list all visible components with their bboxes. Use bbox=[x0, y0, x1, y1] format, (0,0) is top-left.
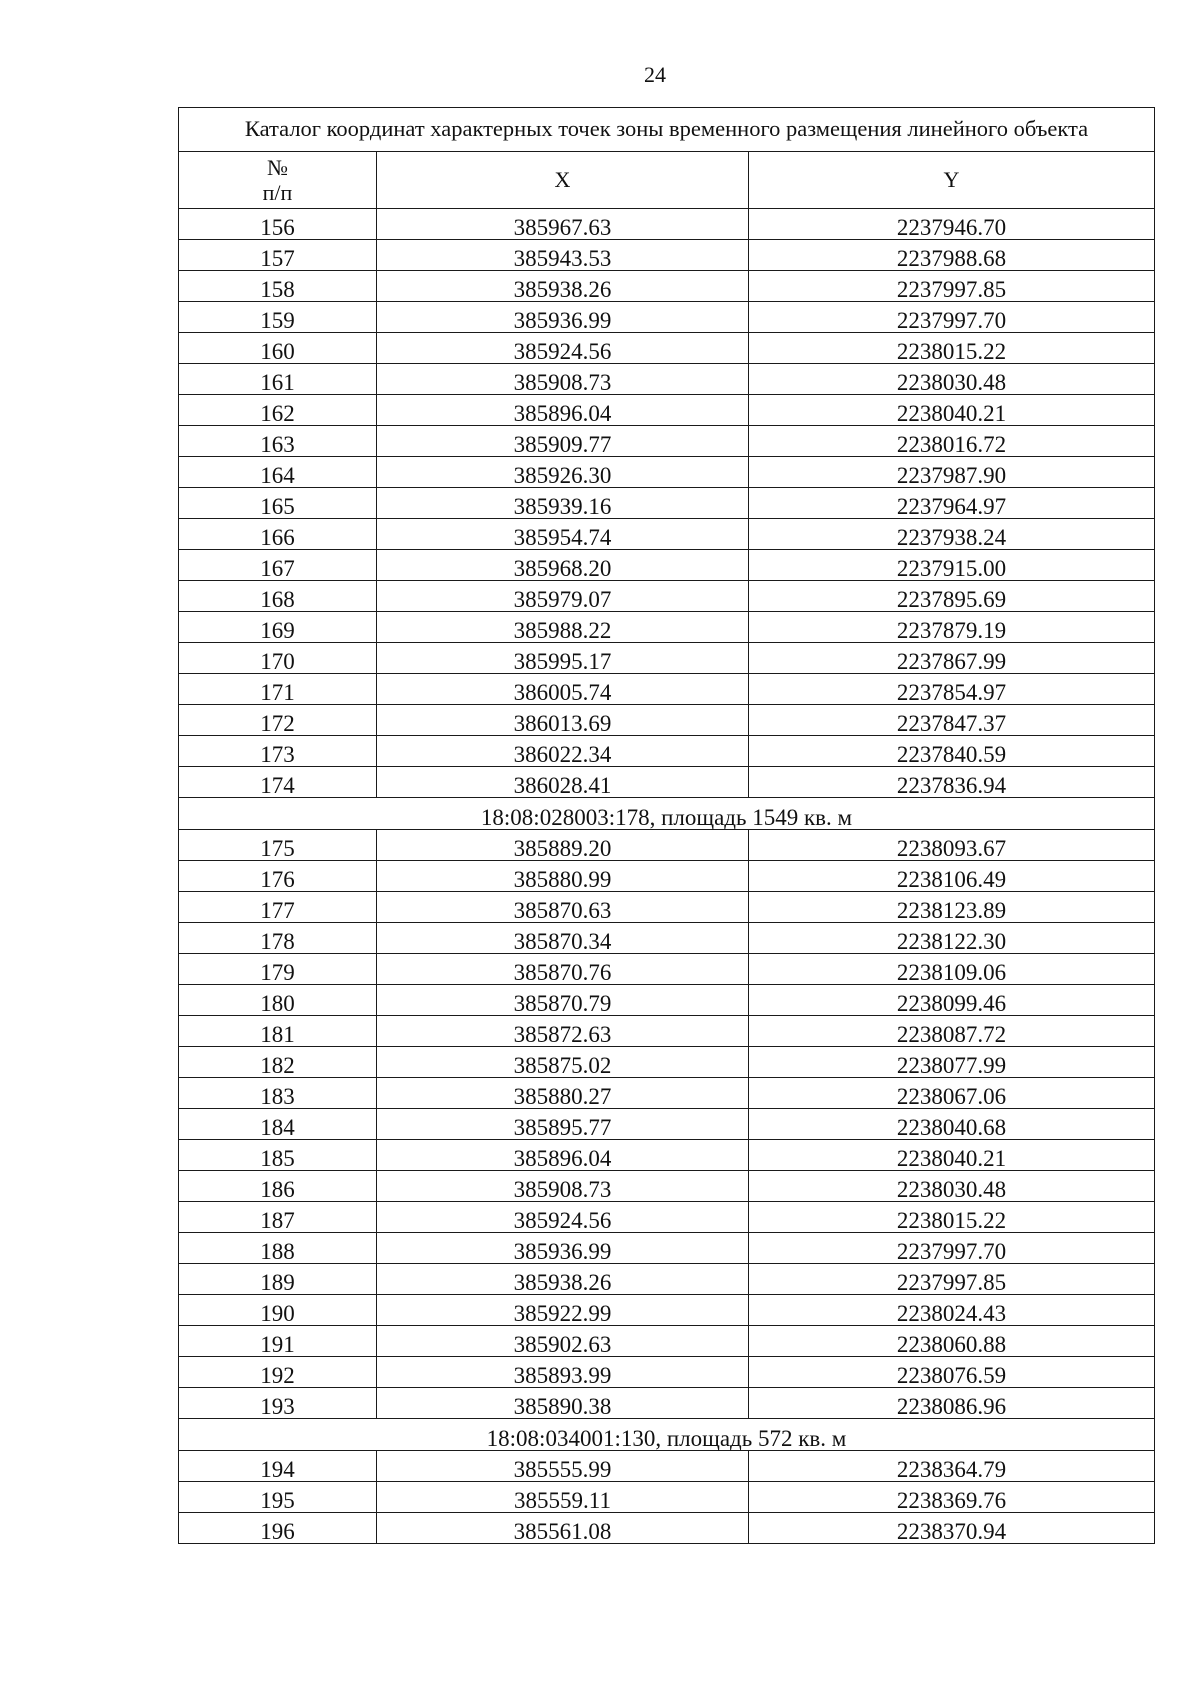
cell-number: 160 bbox=[179, 333, 377, 364]
table-row bbox=[179, 1109, 1155, 1140]
table-row bbox=[179, 612, 1155, 643]
cell-x: 385870.79 bbox=[377, 985, 749, 1016]
table-row bbox=[179, 488, 1155, 519]
cell-x: 385870.63 bbox=[377, 892, 749, 923]
table-row bbox=[179, 1078, 1155, 1109]
table-row bbox=[179, 954, 1155, 985]
cell-y: 2237988.68 bbox=[749, 240, 1155, 271]
cell-x: 385561.08 bbox=[377, 1513, 749, 1544]
table-row bbox=[179, 1513, 1155, 1544]
table-row bbox=[179, 1357, 1155, 1388]
cell-y: 2237915.00 bbox=[749, 550, 1155, 581]
cell-number: 174 bbox=[179, 767, 377, 798]
cell-number: 183 bbox=[179, 1078, 377, 1109]
cell-number: 176 bbox=[179, 861, 377, 892]
cell-x: 386022.34 bbox=[377, 736, 749, 767]
cell-y: 2238123.89 bbox=[749, 892, 1155, 923]
cell-number: 171 bbox=[179, 674, 377, 705]
cell-number: 195 bbox=[179, 1482, 377, 1513]
cell-x: 385889.20 bbox=[377, 830, 749, 861]
cell-y: 2238067.06 bbox=[749, 1078, 1155, 1109]
column-header-number: № п/п bbox=[179, 152, 377, 209]
cell-x: 386013.69 bbox=[377, 705, 749, 736]
cell-number: 165 bbox=[179, 488, 377, 519]
cell-x: 385555.99 bbox=[377, 1451, 749, 1482]
cell-x: 385924.56 bbox=[377, 1202, 749, 1233]
table-row bbox=[179, 1388, 1155, 1419]
cell-y: 2238370.94 bbox=[749, 1513, 1155, 1544]
cell-x: 385559.11 bbox=[377, 1482, 749, 1513]
cell-number: 161 bbox=[179, 364, 377, 395]
cell-number: 159 bbox=[179, 302, 377, 333]
cell-y: 2238030.48 bbox=[749, 1171, 1155, 1202]
table-row bbox=[179, 1233, 1155, 1264]
cell-number: 172 bbox=[179, 705, 377, 736]
table-row bbox=[179, 861, 1155, 892]
column-header-y: Y bbox=[749, 152, 1155, 209]
cell-y: 2238040.21 bbox=[749, 395, 1155, 426]
table-row bbox=[179, 1016, 1155, 1047]
table-row bbox=[179, 395, 1155, 426]
cell-x: 385875.02 bbox=[377, 1047, 749, 1078]
cell-y: 2237997.85 bbox=[749, 271, 1155, 302]
cell-y: 2238122.30 bbox=[749, 923, 1155, 954]
cell-y: 2238015.22 bbox=[749, 1202, 1155, 1233]
cell-number: 173 bbox=[179, 736, 377, 767]
cell-x: 386028.41 bbox=[377, 767, 749, 798]
table-row bbox=[179, 1171, 1155, 1202]
cell-x: 385995.17 bbox=[377, 643, 749, 674]
cell-y: 2237879.19 bbox=[749, 612, 1155, 643]
cell-x: 385939.16 bbox=[377, 488, 749, 519]
cell-x: 385926.30 bbox=[377, 457, 749, 488]
cell-x: 385988.22 bbox=[377, 612, 749, 643]
cell-number: 169 bbox=[179, 612, 377, 643]
cell-x: 385943.53 bbox=[377, 240, 749, 271]
table-row bbox=[179, 674, 1155, 705]
cell-number: 156 bbox=[179, 209, 377, 240]
cell-x: 385902.63 bbox=[377, 1326, 749, 1357]
page-number: 24 bbox=[644, 62, 666, 87]
cell-x: 385968.20 bbox=[377, 550, 749, 581]
cell-y: 2237946.70 bbox=[749, 209, 1155, 240]
cell-y: 2238016.72 bbox=[749, 426, 1155, 457]
section-row bbox=[179, 798, 1155, 830]
section-label: 18:08:034001:130, площадь 572 кв. м bbox=[179, 1419, 1155, 1451]
cell-number: 188 bbox=[179, 1233, 377, 1264]
cell-x: 385938.26 bbox=[377, 271, 749, 302]
cell-x: 385924.56 bbox=[377, 333, 749, 364]
cell-number: 193 bbox=[179, 1388, 377, 1419]
cell-number: 167 bbox=[179, 550, 377, 581]
table-row bbox=[179, 426, 1155, 457]
cell-y: 2238364.79 bbox=[749, 1451, 1155, 1482]
cell-y: 2238077.99 bbox=[749, 1047, 1155, 1078]
cell-number: 179 bbox=[179, 954, 377, 985]
table-body bbox=[179, 209, 1155, 1544]
cell-y: 2237847.37 bbox=[749, 705, 1155, 736]
cell-y: 2238106.49 bbox=[749, 861, 1155, 892]
table-row bbox=[179, 736, 1155, 767]
cell-number: 189 bbox=[179, 1264, 377, 1295]
cell-y: 2238015.22 bbox=[749, 333, 1155, 364]
cell-y: 2238093.67 bbox=[749, 830, 1155, 861]
cell-number: 164 bbox=[179, 457, 377, 488]
table-row bbox=[179, 923, 1155, 954]
table-row bbox=[179, 519, 1155, 550]
cell-y: 2237997.85 bbox=[749, 1264, 1155, 1295]
cell-number: 170 bbox=[179, 643, 377, 674]
cell-x: 385922.99 bbox=[377, 1295, 749, 1326]
cell-number: 162 bbox=[179, 395, 377, 426]
table-row bbox=[179, 1295, 1155, 1326]
table-row bbox=[179, 1202, 1155, 1233]
cell-y: 2237997.70 bbox=[749, 1233, 1155, 1264]
cell-number: 196 bbox=[179, 1513, 377, 1544]
table-row bbox=[179, 1140, 1155, 1171]
cell-y: 2237964.97 bbox=[749, 488, 1155, 519]
table-title-row bbox=[179, 108, 1155, 152]
cell-number: 182 bbox=[179, 1047, 377, 1078]
cell-y: 2238040.68 bbox=[749, 1109, 1155, 1140]
cell-y: 2238030.48 bbox=[749, 364, 1155, 395]
cell-number: 158 bbox=[179, 271, 377, 302]
cell-x: 385870.76 bbox=[377, 954, 749, 985]
cell-y: 2237997.70 bbox=[749, 302, 1155, 333]
cell-y: 2237867.99 bbox=[749, 643, 1155, 674]
table-row bbox=[179, 1047, 1155, 1078]
table-row bbox=[179, 1482, 1155, 1513]
table-row bbox=[179, 830, 1155, 861]
cell-number: 194 bbox=[179, 1451, 377, 1482]
cell-number: 168 bbox=[179, 581, 377, 612]
table-row bbox=[179, 705, 1155, 736]
table-row bbox=[179, 1326, 1155, 1357]
table-row bbox=[179, 302, 1155, 333]
cell-x: 385908.73 bbox=[377, 1171, 749, 1202]
cell-y: 2238369.76 bbox=[749, 1482, 1155, 1513]
cell-x: 385893.99 bbox=[377, 1357, 749, 1388]
cell-x: 385908.73 bbox=[377, 364, 749, 395]
cell-x: 385890.38 bbox=[377, 1388, 749, 1419]
column-header-x: X bbox=[377, 152, 749, 209]
cell-y: 2237836.94 bbox=[749, 767, 1155, 798]
table-row bbox=[179, 1451, 1155, 1482]
table-row bbox=[179, 364, 1155, 395]
cell-y: 2237840.59 bbox=[749, 736, 1155, 767]
cell-x: 385979.07 bbox=[377, 581, 749, 612]
cell-x: 385909.77 bbox=[377, 426, 749, 457]
cell-number: 181 bbox=[179, 1016, 377, 1047]
cell-x: 385880.99 bbox=[377, 861, 749, 892]
cell-number: 186 bbox=[179, 1171, 377, 1202]
table-row bbox=[179, 767, 1155, 798]
table-row bbox=[179, 550, 1155, 581]
table-row bbox=[179, 985, 1155, 1016]
cell-number: 178 bbox=[179, 923, 377, 954]
table-row bbox=[179, 1264, 1155, 1295]
cell-x: 385936.99 bbox=[377, 1233, 749, 1264]
table-row bbox=[179, 892, 1155, 923]
table-row bbox=[179, 271, 1155, 302]
cell-y: 2238060.88 bbox=[749, 1326, 1155, 1357]
cell-number: 185 bbox=[179, 1140, 377, 1171]
cell-number: 177 bbox=[179, 892, 377, 923]
cell-x: 385870.34 bbox=[377, 923, 749, 954]
cell-number: 191 bbox=[179, 1326, 377, 1357]
cell-number: 192 bbox=[179, 1357, 377, 1388]
cell-x: 385936.99 bbox=[377, 302, 749, 333]
cell-number: 175 bbox=[179, 830, 377, 861]
cell-y: 2237938.24 bbox=[749, 519, 1155, 550]
cell-y: 2238040.21 bbox=[749, 1140, 1155, 1171]
cell-y: 2238099.46 bbox=[749, 985, 1155, 1016]
section-label: 18:08:028003:178, площадь 1549 кв. м bbox=[179, 798, 1155, 830]
cell-number: 184 bbox=[179, 1109, 377, 1140]
cell-number: 163 bbox=[179, 426, 377, 457]
table-row bbox=[179, 240, 1155, 271]
cell-y: 2237987.90 bbox=[749, 457, 1155, 488]
table-row bbox=[179, 457, 1155, 488]
cell-y: 2238087.72 bbox=[749, 1016, 1155, 1047]
table-row bbox=[179, 333, 1155, 364]
cell-x: 385872.63 bbox=[377, 1016, 749, 1047]
cell-number: 190 bbox=[179, 1295, 377, 1326]
cell-x: 386005.74 bbox=[377, 674, 749, 705]
coordinate-catalog-table bbox=[178, 107, 1155, 1544]
table-title: Каталог координат характерных точек зоны временного размещения линейного объекта bbox=[179, 108, 1155, 152]
cell-y: 2238086.96 bbox=[749, 1388, 1155, 1419]
cell-x: 385896.04 bbox=[377, 1140, 749, 1171]
cell-x: 385954.74 bbox=[377, 519, 749, 550]
cell-x: 385938.26 bbox=[377, 1264, 749, 1295]
cell-number: 187 bbox=[179, 1202, 377, 1233]
cell-y: 2237895.69 bbox=[749, 581, 1155, 612]
table-row bbox=[179, 209, 1155, 240]
cell-x: 385895.77 bbox=[377, 1109, 749, 1140]
cell-y: 2238076.59 bbox=[749, 1357, 1155, 1388]
table-row bbox=[179, 643, 1155, 674]
cell-number: 157 bbox=[179, 240, 377, 271]
cell-number: 180 bbox=[179, 985, 377, 1016]
table-row bbox=[179, 581, 1155, 612]
cell-x: 385896.04 bbox=[377, 395, 749, 426]
cell-number: 166 bbox=[179, 519, 377, 550]
section-row bbox=[179, 1419, 1155, 1451]
cell-x: 385880.27 bbox=[377, 1078, 749, 1109]
cell-y: 2238109.06 bbox=[749, 954, 1155, 985]
cell-y: 2238024.43 bbox=[749, 1295, 1155, 1326]
cell-y: 2237854.97 bbox=[749, 674, 1155, 705]
cell-x: 385967.63 bbox=[377, 209, 749, 240]
table-header-row bbox=[179, 152, 1155, 209]
